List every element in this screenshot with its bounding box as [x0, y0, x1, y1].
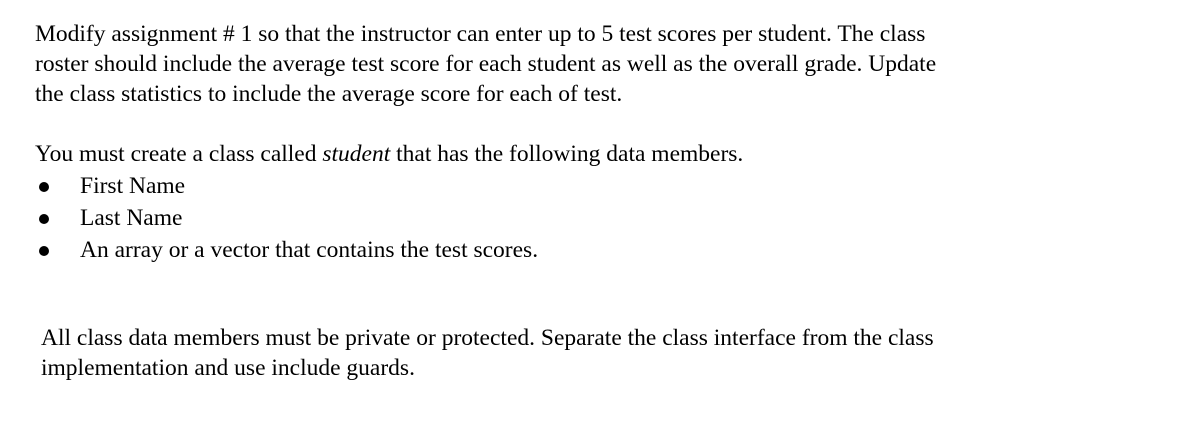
text-line: roster should include the average test score for each student as well as the overall grade. Update — [35, 51, 937, 77]
text-line: implementation and use include guards. — [41, 355, 415, 381]
list-item-text: First Name — [80, 173, 186, 199]
requirement-text-start: You must create a class called — [35, 141, 323, 167]
assignment-description-paragraph — [35, 19, 936, 109]
bullet-icon — [39, 246, 49, 256]
bullet-icon — [39, 214, 49, 224]
requirement-text-end: that has the following data members. — [390, 141, 744, 167]
bullet-icon — [39, 182, 49, 192]
class-requirement-paragraph — [35, 139, 743, 169]
text-line: Modify assignment # 1 so that the instructor can enter up to 5 test scores per student. The class — [35, 21, 926, 47]
list-item-text: Last Name — [80, 205, 183, 231]
list-item-text: An array or a vector that contains the test scores. — [80, 237, 539, 263]
text-line: the class statistics to include the average score for each of test. — [35, 81, 623, 107]
text-line: All class data members must be private or protected. Separate the class interface from the class — [41, 325, 934, 351]
encapsulation-requirement-paragraph — [41, 323, 934, 383]
class-name-emphasis: student — [322, 141, 391, 167]
